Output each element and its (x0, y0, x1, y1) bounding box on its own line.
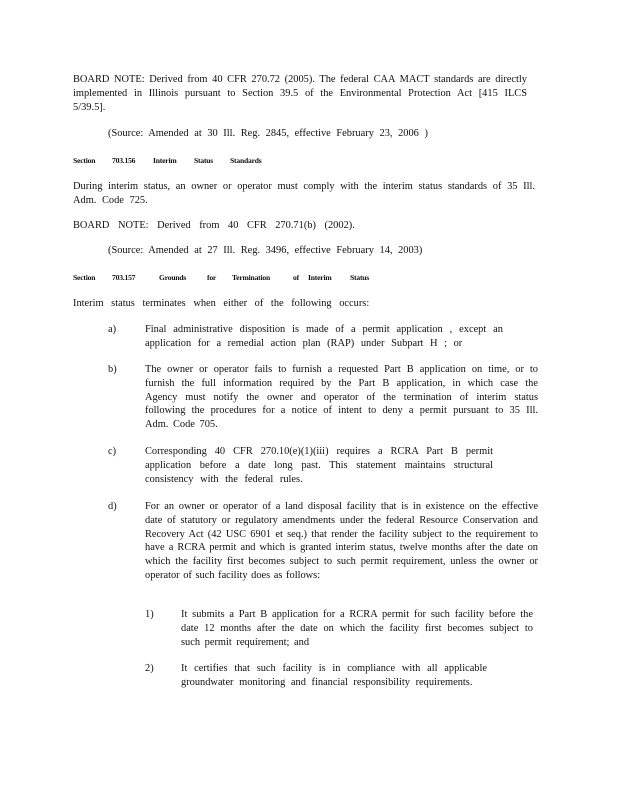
sublist-item-text: It certifies that such facility is in compliance with all applicable groundwater monitoring and financial responsibility requirements. (181, 663, 487, 688)
source-note-1: (Source: Amended at 30 Ill. Reg. 2845, effective February 23, 2006 ) (108, 128, 428, 139)
section-title-word: Termination (232, 273, 271, 282)
section-title-word: Interim (308, 273, 332, 282)
board-note-1: BOARD NOTE: Derived from 40 CFR 270.72 (2005). The federal CAA MACT standards are directly implemented in Illinois pursuant to Section 39.5 of the Environmental Protection Act [415 ILCS 5/39.5]. (73, 74, 527, 113)
section-label: Section (73, 156, 96, 165)
section-heading-703-157 (73, 273, 473, 285)
source-note-2: (Source: Amended at 27 Ill. Reg. 3496, effective February 14, 2003) (108, 245, 423, 256)
intro-703-157: Interim status terminates when either of the following occurs: (73, 298, 370, 309)
list-item-text: Final administrative disposition is made of a permit application , except an application for a remedial action plan (RAP) under Subpart H ; or (145, 324, 503, 349)
section-label: Section (73, 273, 96, 282)
sublist-item-label: 1) (145, 609, 154, 620)
section-number: 703.156 (112, 156, 136, 165)
section-number: 703.157 (112, 273, 136, 282)
sublist-item-text: It submits a Part B application for a RCRA permit for such facility before the date 12 months after the date on which the facility first becomes subject to such permit requirement; and (181, 609, 533, 648)
list-item-text: Corresponding 40 CFR 270.10(e)(1)(iii) requires a RCRA Part B permit application before a date long past. This statement maintains structural consistency with the federal rules. (145, 446, 493, 485)
list-item-label: c) (108, 446, 117, 457)
sublist-item-label: 2) (145, 663, 154, 674)
paragraph-703-156: During interim status, an owner or operator must comply with the interim status standards of 35 Ill. Adm. Code 725. (73, 181, 535, 206)
list-item-text: The owner or operator fails to furnish a requested Part B application on time, or to furnish the full information required by the Part B application, in which case the Agency must notify the owner and operator of the termination of interim status following the procedures for a notice of intent to deny a permit pursuant to 35 Ill. Adm. Code 705. (145, 364, 538, 431)
section-title-word: for (207, 273, 217, 282)
section-title-word: Status (350, 273, 370, 282)
board-note-2: BOARD NOTE: Derived from 40 CFR 270.71(b) (2002). (73, 220, 355, 231)
list-item-label: d) (108, 501, 117, 512)
section-heading-703-156 (73, 156, 473, 168)
section-title-word: Grounds (159, 273, 187, 282)
section-title-word: Standards (230, 156, 262, 165)
section-title-word: Interim (153, 156, 177, 165)
list-item-label: b) (108, 364, 117, 375)
list-item-label: a) (108, 324, 117, 335)
section-title-word: Status (194, 156, 214, 165)
list-item-text: For an owner or operator of a land disposal facility that is in existence on the effective date of statutory or regulatory amendments under the federal Resource Conservation and Recovery Act (42 USC 6901 et seq.) that render the facility subject to the requirement to have a RCRA permit and which is granted interim status, twelve months after the date on which the facility first becomes subject to such permit requirement, unless the owner or operator of such facility does as follows: (145, 501, 538, 581)
section-title-word: of (293, 273, 299, 282)
